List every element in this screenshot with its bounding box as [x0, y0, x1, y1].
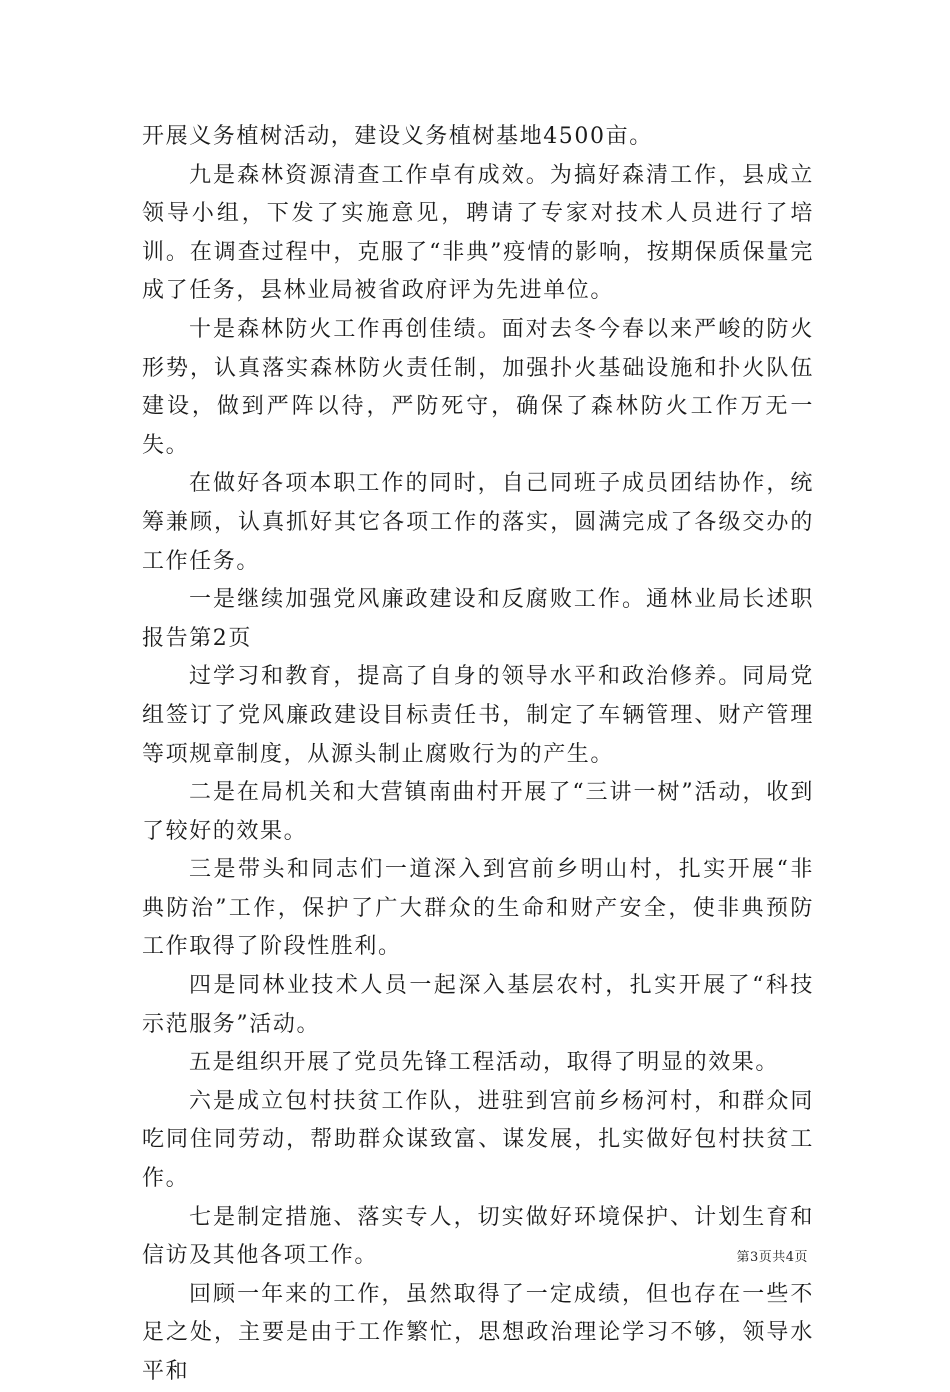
paragraph: 十是森林防火工作再创佳绩。面对去冬今春以来严峻的防火形势，认真落实森林防火责任制，加强扑火基础设施和扑火队伍建设，做到严阵以待，严防死守，确保了森林防火工作万无一失。	[142, 316, 814, 458]
paragraph: 七是制定措施、落实专人，切实做好环境保护、计划生育和信访及其他各项工作。	[142, 1204, 814, 1269]
paragraph: 六是成立包村扶贫工作队，进驻到宫前乡杨河村，和群众同吃同住同劳动，帮助群众谋致富、谋发展，扎实做好包村扶贫工作。	[142, 1088, 814, 1192]
paragraph: 一是继续加强党风廉政建设和反腐败工作。通林业局长述职报告第2页	[142, 587, 814, 651]
page-number: 第3页共4页	[736, 1250, 808, 1265]
paragraph: 开展义务植树活动，建设义务植树基地4500亩。	[142, 124, 653, 149]
paragraph: 四是同林业技术人员一起深入基层农村，扎实开展了“科技示范服务”活动。	[142, 973, 814, 1037]
document-body	[142, 118, 814, 1392]
paragraph: 回顾一年来的工作，虽然取得了一定成绩，但也存在一些不足之处，主要是由于工作繁忙，思想政治理论学习不够，领导水平和	[142, 1281, 814, 1384]
paragraph: 五是组织开展了党员先锋工程活动，取得了明显的效果。	[189, 1050, 780, 1076]
paragraph: 过学习和教育，提高了自身的领导水平和政治修养。同局党组签订了党风廉政建设目标责任书，制定了车辆管理、财产管理等项规章制度，从源头制止腐败行为的产生。	[142, 664, 814, 767]
paragraph: 二是在局机关和大营镇南曲村开展了“三讲一树”活动，收到了较好的效果。	[142, 780, 814, 844]
paragraph: 在做好各项本职工作的同时，自己同班子成员团结协作，统筹兼顾，认真抓好其它各项工作的落实，圆满完成了各级交办的工作任务。	[142, 471, 814, 574]
paragraph: 三是带头和同志们一道深入到宫前乡明山村，扎实开展“非典防治”工作，保护了广大群众的生命和财产安全，使非典预防工作取得了阶段性胜利。	[142, 857, 814, 960]
paragraph: 九是森林资源清查工作卓有成效。为搞好森清工作，县成立领导小组，下发了实施意见，聘请了专家对技术人员进行了培训。在调查过程中，克服了“非典”疫情的影响，按期保质保量完成了任务，县林业局被省政府评为先进单位。	[142, 162, 814, 304]
